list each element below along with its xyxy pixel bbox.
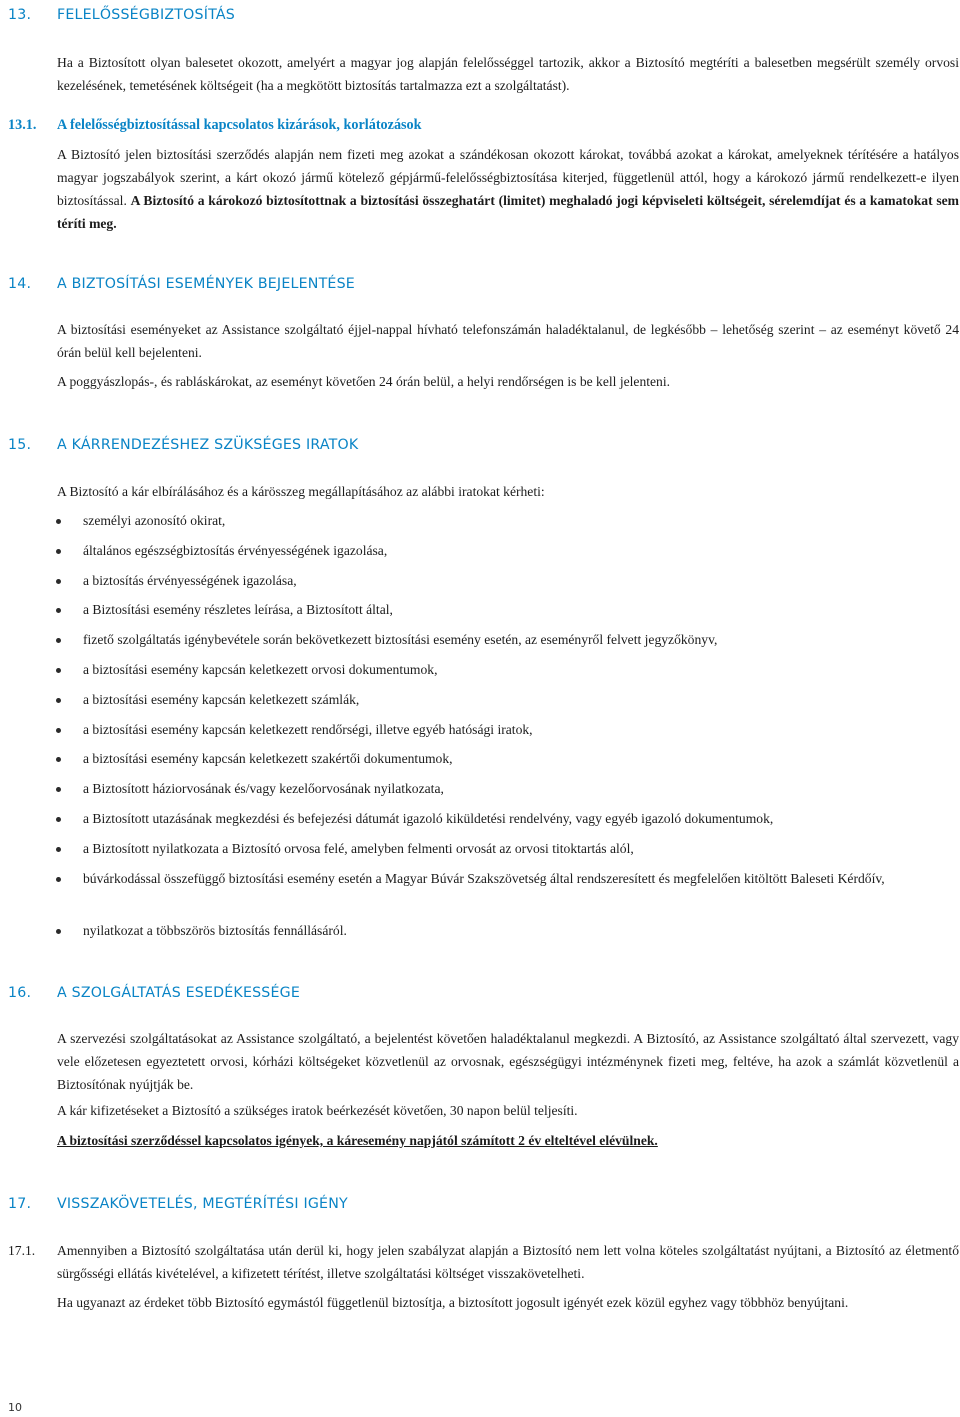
bullet-icon xyxy=(56,817,61,822)
bullet-icon xyxy=(56,728,61,733)
bullet-icon xyxy=(56,787,61,792)
section-title: A BIZTOSÍTÁSI ESEMÉNYEK BEJELENTÉSE xyxy=(57,276,355,292)
list-item-text: a biztosítási esemény kapcsán keletkezett orvosi dokumentumok, xyxy=(83,662,438,677)
subsection-bold-text: A Biztosító a károkozó biztosítottnak a biztosítási összeghatárt (limitet) meghaladó jogi képviseleti költségeit, sérelemdíjat és a kamatokat sem téríti meg. xyxy=(57,193,959,231)
subsection-number: 13.1. xyxy=(8,117,37,133)
section-16-paragraph-2: A kár kifizetéseket a Biztosító a szükséges iratok beérkezését követően, 30 napon belül teljesíti. xyxy=(57,1103,578,1118)
section-heading-16 xyxy=(8,985,300,1001)
section-14-paragraph-2: A poggyászlopás-, és rabláskárokat, az eseményt követően 24 órán belül, a helyi rendőrségen is be kell jelenteni. xyxy=(57,374,671,389)
section-16-notice xyxy=(57,1129,959,1152)
bullet-icon xyxy=(56,757,61,762)
section-14-paragraph-1: A biztosítási eseményeket az Assistance szolgáltató éjjel-nappal hívható telefonszámán haladéktalanul, de legkésőbb – lehetőség szerint – az eseményt követő 24 órán belül kell bejelenteni. xyxy=(57,322,959,360)
list-item-text: a Biztosított háziorvosának és/vagy kezelőorvosának nyilatkozata, xyxy=(83,781,444,796)
item-number-17-1: 17.1. xyxy=(8,1243,36,1258)
list-item-text: a biztosítási esemény kapcsán keletkezett rendőrségi, illetve egyéb hatósági iratok, xyxy=(83,722,533,737)
bullet-icon xyxy=(56,549,61,554)
bullet-icon xyxy=(56,877,61,882)
list-item-text: személyi azonosító okirat, xyxy=(83,513,226,528)
bullet-icon xyxy=(56,519,61,524)
list-item-text: a biztosítási esemény kapcsán keletkezett szakértői dokumentumok, xyxy=(83,751,453,766)
limitation-notice: A biztosítási szerződéssel kapcsolatos igények, a káresemény napjától számított 2 év elteltével elévülnek. xyxy=(57,1133,658,1148)
list-item-text: a biztosítási esemény kapcsán keletkezett számlák, xyxy=(83,692,360,707)
subsection-13-1-text xyxy=(57,143,959,235)
list-item-text: a Biztosított utazásának megkezdési és befejezési dátumát igazoló kiküldetési rendelvény, vagy egyéb igazoló dokumentumok, xyxy=(83,811,774,826)
section-heading-14 xyxy=(8,276,355,292)
section-number: 14. xyxy=(8,276,32,292)
section-number: 16. xyxy=(8,985,32,1001)
list-item-text: általános egészségbiztosítás érvényességének igazolása, xyxy=(83,543,388,558)
section-17-paragraph-2: Ha ugyanazt az érdeket több Biztosító egymástól függetlenül biztosítja, a biztosított jogosult igényét ezek közül egyhez vagy többhöz benyújtani. xyxy=(57,1295,849,1310)
subsection-title: A felelősségbiztosítással kapcsolatos kizárások, korlátozások xyxy=(57,117,422,133)
bullet-icon xyxy=(56,668,61,673)
section-17-paragraph-1: Amennyiben a Biztosító szolgáltatása után derül ki, hogy jelen szabályzat alapján a Biztosító nem lett volna köteles szolgáltatást nyújtani, a Biztosító az életmentő sürgősségi ellátás kivételével, a kifizetett térítést, illetve szolgáltatási költséget visszakövetelheti. xyxy=(57,1243,959,1281)
list-item-text: a Biztosított nyilatkozata a Biztosító orvosa felé, amelyben felmenti orvosát az orvosi titoktartás alól, xyxy=(83,841,634,856)
list-item-text: a biztosítás érvényességének igazolása, xyxy=(83,573,297,588)
section-number: 17. xyxy=(8,1196,32,1212)
section-heading-17 xyxy=(8,1196,348,1212)
page-number: 10 xyxy=(8,1401,22,1414)
bullet-icon xyxy=(56,608,61,613)
section-title: A KÁRRENDEZÉSHEZ SZÜKSÉGES IRATOK xyxy=(57,437,359,453)
subsection-heading-13-1 xyxy=(8,117,422,134)
section-title: VISSZAKÖVETELÉS, MEGTÉRÍTÉSI IGÉNY xyxy=(57,1196,348,1212)
list-item-text: a Biztosítási esemény részletes leírása, a Biztosított által, xyxy=(83,602,393,617)
list-item-text: nyilatkozat a többszörös biztosítás fennállásáról. xyxy=(83,923,347,938)
section-number: 15. xyxy=(8,437,32,453)
bullet-icon xyxy=(56,698,61,703)
section-16-paragraph-1: A szervezési szolgáltatásokat az Assistance szolgáltató, a bejelentést követően haladéktalanul megkezdi. A Biztosító, az Assistance szolgáltató által szervezett, vagy vele előzetesen egyeztetett orvosi, kórházi költségeket közvetlenül az orvosnak, egészségügyi intézménynek fizeti meg, feltéve, ha azok a számlát közvetlenül a Biztosítónak nyújtják be. xyxy=(57,1031,959,1092)
subsection-text: A Biztosító jelen biztosítási szerződés alapján nem fizeti meg azokat a szándékosan okozott károkat, továbbá azokat a károkat, amelyeknek térítésére a hatályos magyar jogszabályok szerint, a kárt okozó jármű kötelező gépjármű-felelősségbiztosítása kiterjed, függetlenül attól, hogy a károkozó jármű rendelkezett-e ilyen biztosítással. xyxy=(57,147,959,208)
list-item-text: búvárkodással összefüggő biztosítási esemény esetén a Magyar Búvár Szakszövetség által rendszeresített és megfelelően kitöltött Baleseti Kérdőív, xyxy=(83,871,885,886)
bullet-icon xyxy=(56,929,61,934)
section-heading-13 xyxy=(8,7,235,23)
section-number: 13. xyxy=(8,7,32,23)
section-title: FELELŐSSÉGBIZTOSÍTÁS xyxy=(57,7,235,23)
section-title: A SZOLGÁLTATÁS ESEDÉKESSÉGE xyxy=(57,985,301,1001)
section-15-intro: A Biztosító a kár elbírálásához és a kárösszeg megállapításához az alábbi iratokat kérheti: xyxy=(57,484,545,499)
bullet-icon xyxy=(56,579,61,584)
section-13-intro: Ha a Biztosított olyan balesetet okozott, amelyért a magyar jog alapján felelősséggel tartozik, akkor a Biztosító megtéríti a balesetben megsérült személy orvosi kezelésének, temetésének költségeit (ha a megkötött biztosítás tartalmazza ezt a szolgáltatást). xyxy=(57,55,959,93)
bullet-icon xyxy=(56,847,61,852)
section-heading-15 xyxy=(8,437,358,453)
bullet-icon xyxy=(56,638,61,643)
list-item-text: fizető szolgáltatás igénybevétele során bekövetkezett biztosítási esemény esetén, az eseményről felvett jegyzőkönyv, xyxy=(83,632,718,647)
